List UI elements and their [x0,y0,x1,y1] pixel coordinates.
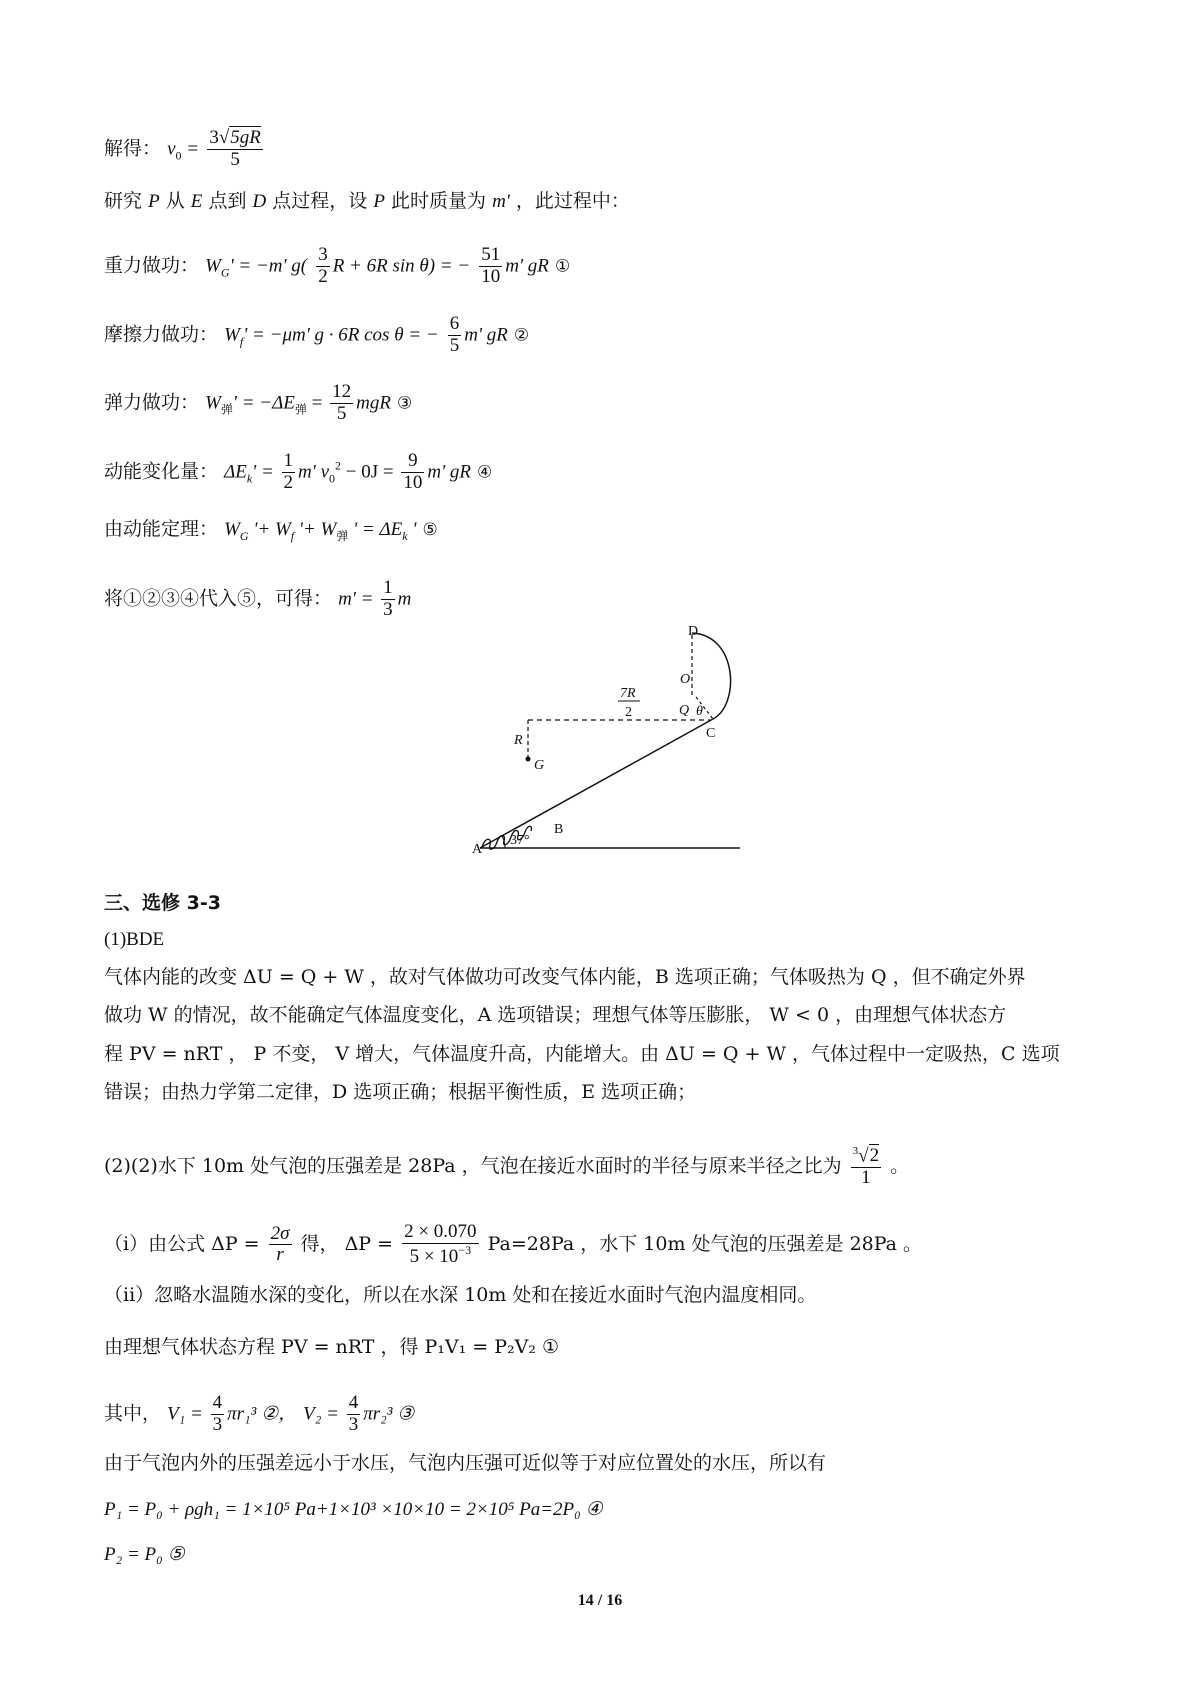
expr: ΔE [224,461,247,483]
t: 。 [890,1155,910,1178]
radicand: 5gR [230,127,261,148]
fraction [381,578,395,621]
numerator: 12 [332,381,352,402]
sup: −3 [458,1242,472,1257]
expr: ' = −μm' g · 6R cos θ = − [243,324,439,346]
sub: 弹 [336,529,349,543]
radicand: 2 [869,1145,880,1167]
circled-number: ① [554,256,571,277]
sub: G [239,529,249,543]
label-r: R [514,733,523,748]
expr: = [306,392,328,414]
fraction [347,1393,361,1436]
denominator: 3 [348,1413,359,1435]
var-w: W [224,324,240,346]
label: 摩擦力做功： [104,323,219,346]
page-number: 14 / 16 [577,1592,623,1609]
label-c: C [706,726,716,741]
numerator: 4 [212,1392,223,1413]
denominator [402,1244,478,1268]
answer-1: (1)BDE [104,929,165,950]
label: 弹力做功： [104,391,200,414]
label-angle: 37° [510,833,530,848]
fraction [448,314,462,357]
var-w: W [205,255,221,277]
explanation-line-3: 程 PV = nRT ， P 不变， V 增大，气体温度升高，内能增大。由 ΔU = Q + W ，气体过程中一定吸热，C 选项 [104,1043,1060,1065]
t: 点到 [208,190,247,212]
denominator: 5 [230,148,240,170]
label: 由动能定理： [104,518,219,540]
var-v: v [167,138,176,160]
expr: mgR [356,392,391,414]
p1-equation-line: P₁ = P₀ + ρgh₁ = 1×10⁵ Pa+1×10³ ×10×10 = 2×10⁵ Pa=2P₀ ④ [104,1499,603,1520]
state-equation-line: 由理想气体状态方程 PV = nRT ，得 P₁V₁ = P₂V₂ ① [104,1336,560,1358]
denominator: 3 [212,1413,223,1435]
expr: m' gR [427,461,471,483]
label-theta: θ [696,704,703,719]
expr: '+ W [248,519,291,540]
label: 重力做功： [104,254,200,277]
part-ii-line: （ii）忽略水温随水深的变化，所以在水深 10m 处和在接近水面时气泡内温度相同。 [104,1284,817,1306]
sub: f [239,334,244,349]
incline-diagram [470,625,760,855]
expr: '+ W [294,519,337,540]
sup: 2 [335,458,342,473]
denominator: 5 [336,402,347,424]
answer-2-line [104,1145,909,1189]
kinetic-energy-line [104,451,492,494]
friction-work-line [104,314,529,357]
label-a: A [472,842,483,855]
sub: k [402,529,408,543]
t: Pa=28Pa ，水下 10m 处气泡的压强差是 28Pa 。 [487,1232,923,1255]
fraction [316,245,330,288]
numerator: 3 [318,244,328,265]
circled-number: ④ [477,462,493,483]
t: ，此过程中： [515,190,630,212]
expr: m [397,588,412,610]
var-w: W [224,519,240,540]
circled-number: ② [513,325,530,346]
label: 动能变化量： [104,460,219,483]
fraction [207,128,263,171]
label-d: D [688,625,699,639]
var-p: P [148,191,160,212]
fraction [282,451,296,494]
t: 研究 [104,190,143,212]
explanation-line-1: 气体内能的改变 ΔU = Q + W ，故对气体做功可改变气体内能，B 选项正确；气体吸热为 Q ，但不确定外界 [104,966,1026,988]
expr: m' gR [505,255,549,277]
expr: m' v [298,461,330,483]
label-o: O [680,672,691,687]
p2-equation-line: P₂ = P₀ ⑤ [104,1544,185,1565]
expr: ' = −m' g( [229,255,308,277]
numerator: 1 [383,577,393,598]
sub: 弹 [294,402,307,417]
label-g: G [534,758,545,773]
sub: k [246,471,253,486]
t: 点过程，设 [272,190,368,212]
expr: ' = [252,461,279,483]
fraction [479,245,502,288]
numerator: 3√5gR [209,127,261,148]
denominator: 2 [283,471,294,493]
expr: m' = [338,588,379,610]
denominator: 1 [861,1167,871,1189]
part-i-line [104,1222,922,1268]
explanation-line-2: 做功 W 的情况，故不能确定气体温度变化，A 选项错误；理想气体等压膨胀， W < 0 ，由理想气体状态方 [104,1004,1007,1026]
gravity-work-line [104,245,570,288]
var-m: m' [492,191,510,212]
denominator: 3 [383,598,393,620]
numerator: 51 [481,244,501,265]
fraction [211,1393,225,1436]
equals: = [187,138,199,160]
t: （i）由公式 ΔP = [104,1232,266,1255]
point-g [526,757,531,762]
t: 从 [165,190,185,212]
spring-work-line [104,382,412,425]
sub: 0 [329,471,336,486]
label: 将①②③④代入⑤，可得： [104,587,333,610]
volume-line [104,1393,414,1436]
denominator: 10 [481,265,501,287]
fraction [269,1224,292,1267]
expr: R + 6R sin θ) = − [332,255,471,277]
numerator: 9 [401,451,424,473]
section-title: 三、选修 3-3 [104,892,221,914]
fraction [330,382,353,425]
t: 此时质量为 [391,190,487,212]
circled-number: ⑤ [422,520,438,540]
var-w: W [205,392,221,414]
root-index: 3 [852,1145,859,1157]
t: 其中， [104,1402,162,1425]
expr: ' = −ΔE [232,392,295,414]
fraction [401,451,424,494]
denominator: r [276,1244,284,1266]
den-base: 5 × 10 [409,1245,459,1267]
numerator: 6 [449,313,460,334]
solution-line-v0 [104,128,266,171]
theorem-line [104,520,438,542]
sub: 弹 [220,402,233,417]
numerator: 2σ [270,1222,290,1244]
numerator: 4 [348,1392,359,1413]
numerator: 1 [283,450,294,471]
study-line [104,192,630,211]
coef: 3 [209,127,219,148]
label-7r: 7R [620,686,636,701]
expr: ' = ΔE [348,519,403,540]
fraction [851,1145,881,1189]
t: 得， ΔP = [300,1232,400,1255]
var-d: D [252,191,267,212]
denominator: 2 [318,265,328,287]
sub: 0 [175,148,182,163]
circled-number: ③ [396,393,413,414]
label-q: Q [679,703,690,718]
var-p: P [373,191,385,212]
numerator: $^3$√2 [852,1145,880,1167]
substitute-line [104,578,411,621]
expr: − 0J = [341,461,399,483]
sub: f [290,529,295,543]
sub: G [220,265,230,280]
expr: m' gR [464,324,508,346]
var-e: E [190,191,203,212]
fraction [402,1222,478,1268]
label: 解得： [104,137,162,160]
label-b: B [554,822,564,837]
label-2: 2 [625,705,632,720]
expr: πr₁³ ②， [227,1403,298,1425]
denominator: 5 [449,334,460,356]
pressure-note-line: 由于气泡内外的压强差远小于水压，气泡内压强可近似等于对应位置处的水压，所以有 [104,1452,827,1474]
numerator: 2 × 0.070 [404,1221,477,1242]
denominator: 10 [403,471,423,493]
expr: ' [407,519,417,540]
explanation-line-4: 错误；由热力学第二定律，D 选项正确；根据平衡性质，E 选项正确； [104,1081,697,1103]
expr: V₁ = [167,1403,208,1425]
expr: V₂ = [303,1403,344,1425]
t: (2)(2)水下 10m 处气泡的压强差是 28Pa ，气泡在接近水面时的半径与原来半径之比为 [104,1155,842,1178]
expr: πr₂³ ③ [363,1403,415,1425]
